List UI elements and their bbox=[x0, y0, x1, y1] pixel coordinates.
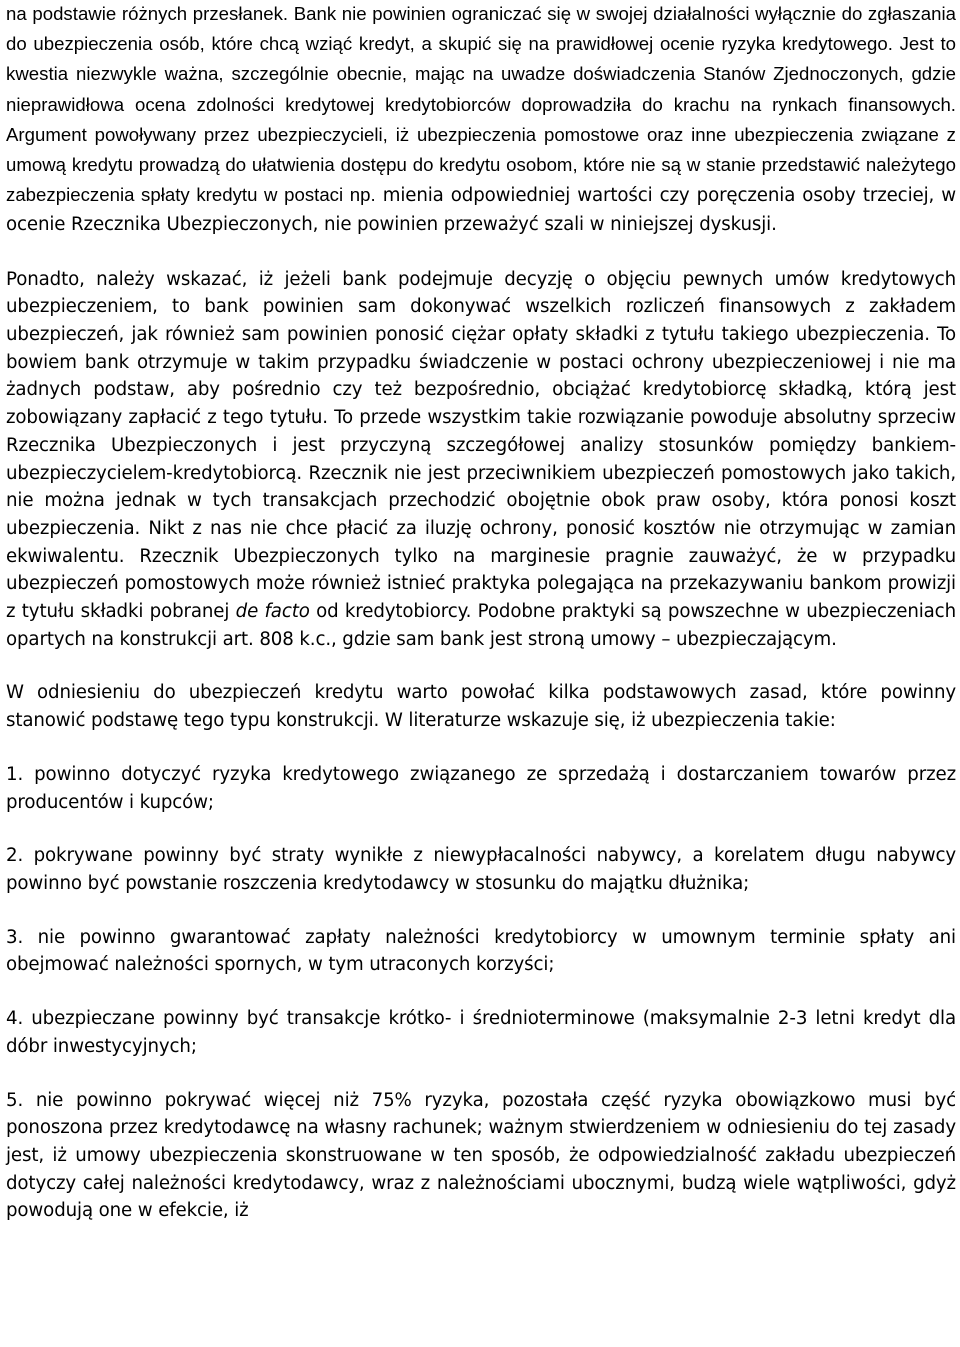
list-item-1: 1. powinno dotyczyć ryzyka kredytowego związanego ze sprzedażą i dostarczaniem towarów przez producentów i kupców; bbox=[6, 763, 956, 813]
paragraph-bank-obligations-start: Ponadto, należy wskazać, iż jeżeli bank podejmuje decyzję o objęciu pewnych umów kredytowych ubezpieczeniem, to bank powinien sam dokonywać wszelkich rozliczeń finansowych z zakładem ubezpieczeń, jak również sam powinien ponosić ciężar opłaty składki z tytułu takiego ubezpieczenia. To bowiem bank otrzymuje w takim przypadku świadczenie w postaci ochrony ubezpieczeniowej i nie ma żadnych podstaw, aby pośrednio czy też bezpośrednio, obciążać kredytobiorcę składką, którą jest zobowiązany zapłacić z tego tytułu. To przede wszystkim takie rozwiązanie powoduje absolutny sprzeciw Rzecznika Ubezpieczonych i jest przyczyną szczegółowej analizy stosunków pomiędzy bankiem-ubezpieczycielem-kredytobiorcą. Rzecznik nie jest przeciwnikiem ubezpieczeń pomostowych jako takich, nie można jednak w tych transakcjach przechodzić obojętnie obok praw osoby, która ponosi koszt ubezpieczenia. Nikt z nas nie chce płacić za iluzję ochrony, ponosić kosztów nie otrzymując w zamian ekwiwalentu. Rzecznik Ubezpieczonych tylko na marginesie pragnie zauważyć, że w przypadku ubezpieczeń pomostowych może również istnieć praktyka polegająca na przekazywaniu bankom prowizji z tytułu składki pobranej bbox=[6, 268, 956, 623]
italic-de-facto: de facto bbox=[235, 601, 310, 623]
list-item-2: 2. pokrywane powinny być straty wynikłe z niewypłacalności nabywcy, a korelatem długu nabywcy powinno być powstanie roszczenia kredytodawcy w stosunku do majątku dłużnika; bbox=[6, 845, 956, 894]
list-item-3: 3. nie powinno gwarantować zapłaty należności kredytobiorcy w umownym terminie spłaty ani obejmować należności spornych, w tym utraconych korzyści; bbox=[6, 926, 956, 976]
paragraph-risk-assessment bbox=[6, 0, 956, 241]
paragraph-bank-obligations bbox=[6, 266, 956, 654]
list-item-4: 4. ubezpieczane powinny być transakcje krótko- i średnioterminowe (maksymalnie 2-3 letni kredyt dla dóbr inwestycyjnych; bbox=[6, 1008, 956, 1057]
paragraph-risk-assessment-arial: na podstawie różnych przesłanek. Bank nie powinien ograniczać się w swojej działalności wyłącznie do zgłaszania do ubezpieczenia osób, które chcą wziąć kredyt, a skupić się na prawidłowej ocenie ryzyka kredytowego. Jest to kwestia niezwykle ważna, szczególnie obecnie, mając na uwadze doświadczenia Stanów Zjednoczonych, gdzie nieprawidłowa ocena zdolności kredytowej kredytobiorców doprowadziła do krachu na rynkach finansowych. Argument powoływany przez ubezpieczycieli, iż ubezpieczenia pomostowe oraz inne ubezpieczenia związane z umową kredytu prowadzą do ułatwienia dostępu do kredytu osobom, które nie są w stanie przedstawić należytego zabezpieczenia spłaty kredytu w postaci np. bbox=[6, 3, 956, 206]
paragraph-principles-intro: W odniesieniu do ubezpieczeń kredytu warto powołać kilka podstawowych zasad, które powinny stanowić podstawę tego typu konstrukcji. W literaturze wskazuje się, iż ubezpieczenia takie: bbox=[6, 682, 956, 732]
document-page bbox=[6, 0, 956, 1225]
list-item-5: 5. nie powinno pokrywać więcej niż 75% ryzyka, pozostała część ryzyka obowiązkowo musi być ponoszona przez kredytodawcę na własny rachunek; ważnym stwierdzeniem w odniesieniu do tej zasady jest, iż umowy ubezpieczenia skonstruowane w ten sposób, że odpowiedzialność zakładu ubezpieczeń dotyczy całej należności kredytodawcy, wraz z należnościami ubocznymi, budzą wiele wątpliwości, gdyż powodują one w efekcie, iż bbox=[6, 1089, 956, 1222]
paragraph-risk-assessment-verdana: mienia odpowiedniej wartości czy poręczenia osoby trzeciej, w ocenie Rzecznika Ubezpieczonych, nie powinien przeważyć szali w niniejszej dyskusji. bbox=[6, 185, 956, 236]
paragraph-bank-obligations-end: od kredytobiorcy. Podobne praktyki są powszechne w ubezpieczeniach opartych na konstrukcji art. 808 k.c., gdzie sam bank jest stroną umowy – ubezpieczającym. bbox=[6, 601, 956, 650]
